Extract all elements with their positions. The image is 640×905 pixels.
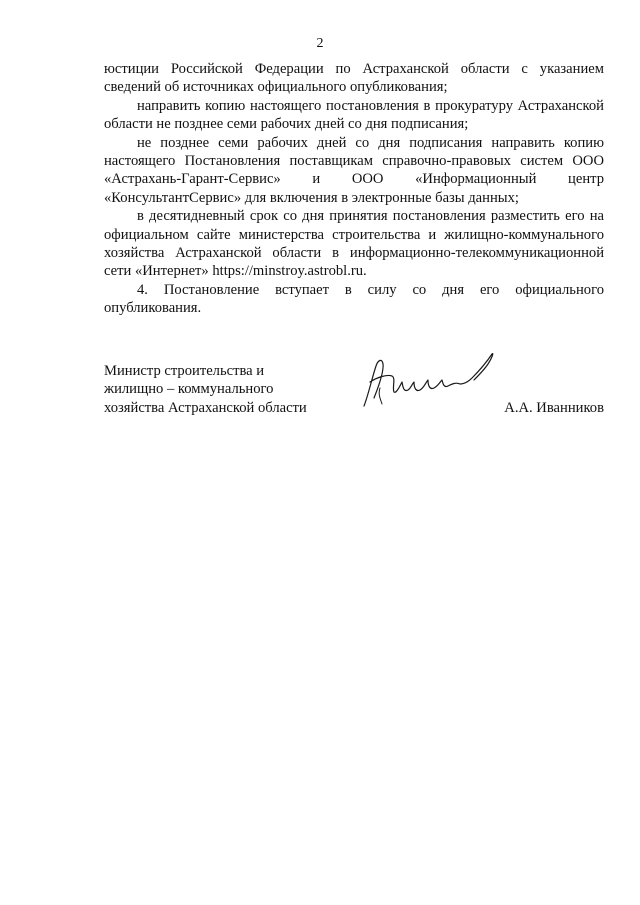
paragraph-justice-ministry: юстиции Российской Федерации по Астраханской области с указанием сведений об источниках официального опубликования; (104, 61, 604, 96)
page-number: 2 (316, 36, 324, 51)
signer-position (104, 362, 307, 417)
signer-position-line-3: хозяйства Астраханской области (104, 399, 307, 416)
document-body (104, 60, 604, 318)
signer-position-line-2: жилищно – коммунального (104, 381, 274, 398)
signer-position-line-1: Министр строительства и (104, 363, 265, 379)
paragraph-prosecutor-copy: направить копию настоящего постановления в прокуратуру Астраханской области не позднее семи рабочих дней со дня подписания; (104, 97, 604, 133)
paragraph-legal-systems: не позднее семи рабочих дней со дня подписания направить копию настоящего Постановления поставщикам справочно-правовых систем ООО «Астрахань-Гарант-Сервис» и ООО «Информационный центр «КонсультантСервис» для включения в электронные базы данных; (104, 134, 604, 206)
signer-name: А.А. Иванников (504, 399, 604, 416)
paragraph-effective-date: 4. Постановление вступает в силу со дня его официального опубликования. (104, 281, 604, 317)
signature-block (104, 362, 604, 422)
paragraph-website-publication: в десятидневный срок со дня принятия постановления разместить его на официальном сайте министерства строительства и жилищно-коммунального хозяйства Астраханской области в информационно-телекоммуникационной сети «Интернет» https://minstroy.astrobl.ru. (104, 208, 604, 280)
handwritten-signature (356, 348, 498, 414)
